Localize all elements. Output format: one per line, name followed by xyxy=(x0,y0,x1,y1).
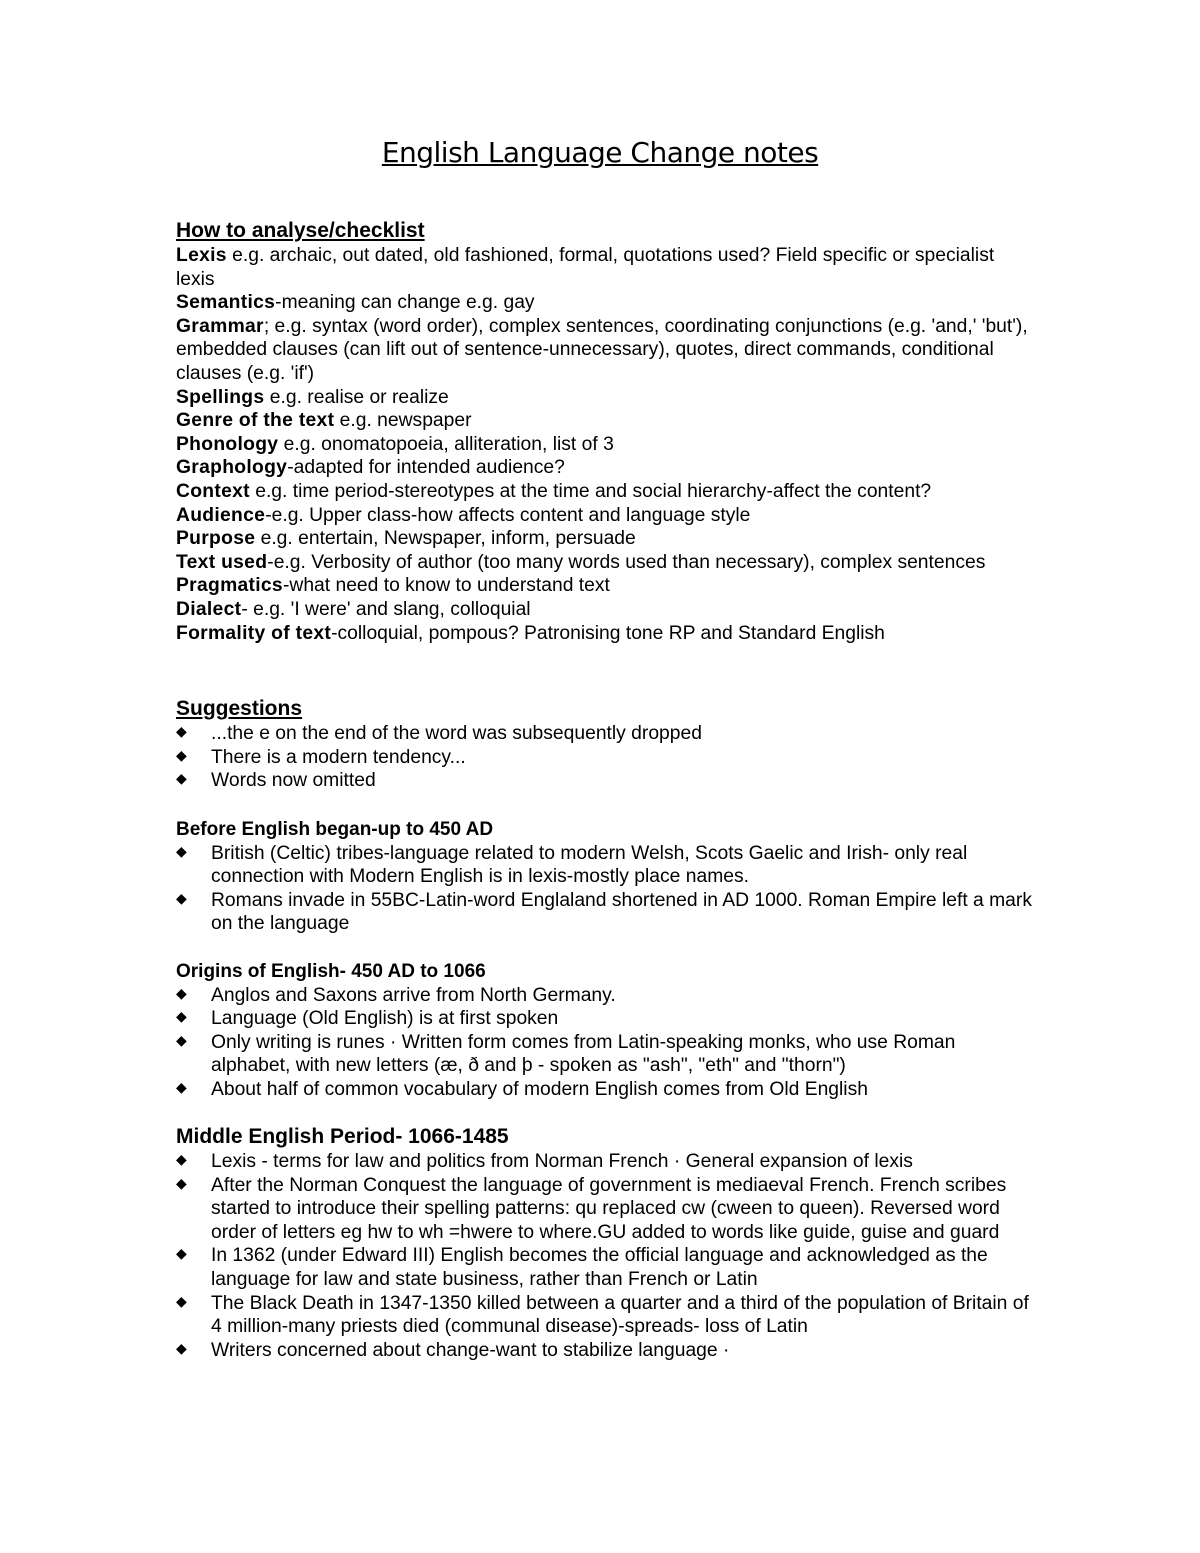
checklist-item xyxy=(176,504,1036,528)
checklist-section xyxy=(176,218,1036,645)
checklist-item xyxy=(176,551,1036,575)
list-item xyxy=(176,1292,1036,1339)
list-item-text: About half of common vocabulary of modern English comes from Old English xyxy=(211,1078,868,1100)
checklist-text: e.g. realise or realize xyxy=(264,386,449,408)
checklist-text: e.g. onomatopoeia, alliteration, list of 3 xyxy=(278,433,614,455)
checklist-term: Text used xyxy=(176,551,268,573)
checklist-term: Spellings xyxy=(176,386,265,408)
checklist-item xyxy=(176,527,1036,551)
checklist-heading: How to analyse/checklist xyxy=(176,219,425,242)
checklist-term: Dialect xyxy=(176,598,242,620)
list-item xyxy=(176,1007,1036,1031)
list-item xyxy=(176,1339,1036,1363)
checklist-term: Graphology xyxy=(176,457,288,479)
middle-english-heading: Middle English Period- 1066-1485 xyxy=(176,1125,509,1148)
bullet-icon: ◆ xyxy=(176,842,187,859)
checklist-item xyxy=(176,409,1036,433)
list-item-text: Words now omitted xyxy=(211,770,376,792)
checklist-text: e.g. newspaper xyxy=(334,410,472,432)
list-item-text: Language (Old English) is at first spoken xyxy=(211,1008,559,1030)
list-item-text: Only writing is runes · Written form comes from Latin-speaking monks, who use Roman alphabet, with new letters (æ, ð and þ - spoken as "ash", "eth" and "thorn") xyxy=(211,1031,956,1077)
checklist-term: Phonology xyxy=(176,433,279,455)
checklist-term: Pragmatics xyxy=(176,575,283,597)
checklist-text: -e.g. Upper class-how affects content and language style xyxy=(265,504,751,526)
bullet-icon: ◆ xyxy=(176,1031,187,1048)
checklist-text: -colloquial, pompous? Patronising tone RP and Standard English xyxy=(331,622,885,644)
checklist-text: -e.g. Verbosity of author (too many words used than necessary), complex sentences xyxy=(267,551,986,573)
bullet-icon: ◆ xyxy=(176,1174,187,1191)
checklist-term: Context xyxy=(176,480,250,502)
before-english-heading: Before English began-up to 450 AD xyxy=(176,819,494,840)
before-english-list xyxy=(176,842,1036,936)
list-item xyxy=(176,769,1036,793)
checklist-term: Genre of the text xyxy=(176,410,335,432)
checklist-term: Purpose xyxy=(176,528,256,550)
checklist-text: -meaning can change e.g. gay xyxy=(275,292,535,314)
checklist-item xyxy=(176,386,1036,410)
bullet-icon: ◆ xyxy=(176,1008,187,1025)
bullet-icon: ◆ xyxy=(176,889,187,906)
page-title: English Language Change notes xyxy=(381,136,819,169)
checklist-text: e.g. entertain, Newspaper, inform, persuade xyxy=(255,528,636,550)
checklist-term: Grammar xyxy=(176,315,264,337)
checklist-text: -what need to know to understand text xyxy=(282,575,610,597)
list-item xyxy=(176,1244,1036,1291)
bullet-icon: ◆ xyxy=(176,984,187,1001)
checklist-item xyxy=(176,574,1036,598)
bullet-icon: ◆ xyxy=(176,1245,187,1262)
checklist-text: e.g. time period-stereotypes at the time and social hierarchy-affect the content? xyxy=(249,480,932,502)
checklist-term: Audience xyxy=(176,504,266,526)
checklist-term: Formality of text xyxy=(176,622,332,644)
list-item xyxy=(176,984,1036,1008)
list-item xyxy=(176,722,1036,746)
list-item-text: ...the e on the end of the word was subsequently dropped xyxy=(211,723,702,744)
checklist-text: -adapted for intended audience? xyxy=(287,457,565,479)
middle-english-section xyxy=(176,1124,1036,1362)
bullet-icon: ◆ xyxy=(176,1151,187,1167)
bullet-icon: ◆ xyxy=(176,1078,187,1095)
bullet-icon: ◆ xyxy=(176,723,187,739)
list-item xyxy=(176,1031,1036,1078)
list-item xyxy=(176,1078,1036,1102)
before-english-section xyxy=(176,818,1036,936)
checklist-item xyxy=(176,598,1036,622)
list-item-text: Lexis - terms for law and politics from Norman French · General expansion of lexis xyxy=(211,1151,913,1172)
origins-section xyxy=(176,960,1036,1102)
checklist-item xyxy=(176,622,1036,646)
bullet-icon: ◆ xyxy=(176,770,187,787)
bullet-icon: ◆ xyxy=(176,1292,187,1309)
bullet-icon: ◆ xyxy=(176,746,187,763)
checklist-text: e.g. archaic, out dated, old fashioned, formal, quotations used? Field specific or specialist lexis xyxy=(176,245,995,290)
list-item-text: In 1362 (under Edward III) English becomes the official language and acknowledged as the language for law and state business, rather than French or Latin xyxy=(211,1245,988,1290)
suggestions-section xyxy=(176,696,1036,793)
origins-list xyxy=(176,984,1036,1102)
middle-english-list xyxy=(176,1150,1036,1362)
suggestions-heading: Suggestions xyxy=(176,697,303,720)
checklist-item xyxy=(176,456,1036,480)
checklist-list xyxy=(176,244,1036,645)
checklist-text: ; e.g. syntax (word order), complex sentences, coordinating conjunctions (e.g. 'and,' 'but'), embedded clauses (can lift out of sentence-unnecessary), quotes, direct commands, conditional clauses (e.g. 'if') xyxy=(176,315,1028,384)
checklist-item xyxy=(176,433,1036,457)
list-item-text: After the Norman Conquest the language of government is mediaeval French. French scribes started to introduce their spelling patterns: qu replaced cw (cween to queen). Reversed word order of letters eg hw to wh =hwere to where.GU added to words like guide, guise and guard xyxy=(211,1174,1007,1243)
list-item xyxy=(176,1174,1036,1245)
list-item-text: There is a modern tendency... xyxy=(211,746,466,768)
checklist-term: Lexis xyxy=(176,245,227,266)
list-item-text: The Black Death in 1347-1350 killed between a quarter and a third of the population of Britain of 4 million-many priests died (communal disease)-spreads- loss of Latin xyxy=(211,1292,1029,1338)
checklist-text: - e.g. 'I were' and slang, colloquial xyxy=(241,598,531,620)
checklist-item xyxy=(176,244,1036,291)
checklist-item xyxy=(176,480,1036,504)
suggestions-list xyxy=(176,722,1036,793)
list-item-text: British (Celtic) tribes-language related to modern Welsh, Scots Gaelic and Irish- only real connection with Modern English is in lexis-mostly place names. xyxy=(211,842,968,888)
checklist-item xyxy=(176,291,1036,315)
origins-heading: Origins of English- 450 AD to 1066 xyxy=(176,961,486,982)
list-item xyxy=(176,889,1036,936)
checklist-item xyxy=(176,315,1036,386)
list-item-text: Writers concerned about change-want to stabilize language · xyxy=(211,1339,730,1361)
list-item-text: Anglos and Saxons arrive from North Germany. xyxy=(211,984,616,1006)
list-item xyxy=(176,1150,1036,1174)
bullet-icon: ◆ xyxy=(176,1339,187,1356)
checklist-term: Semantics xyxy=(176,292,276,314)
list-item xyxy=(176,842,1036,889)
list-item xyxy=(176,746,1036,770)
list-item-text: Romans invade in 55BC-Latin-word Englaland shortened in AD 1000. Roman Empire left a mark on the language xyxy=(211,889,1032,935)
